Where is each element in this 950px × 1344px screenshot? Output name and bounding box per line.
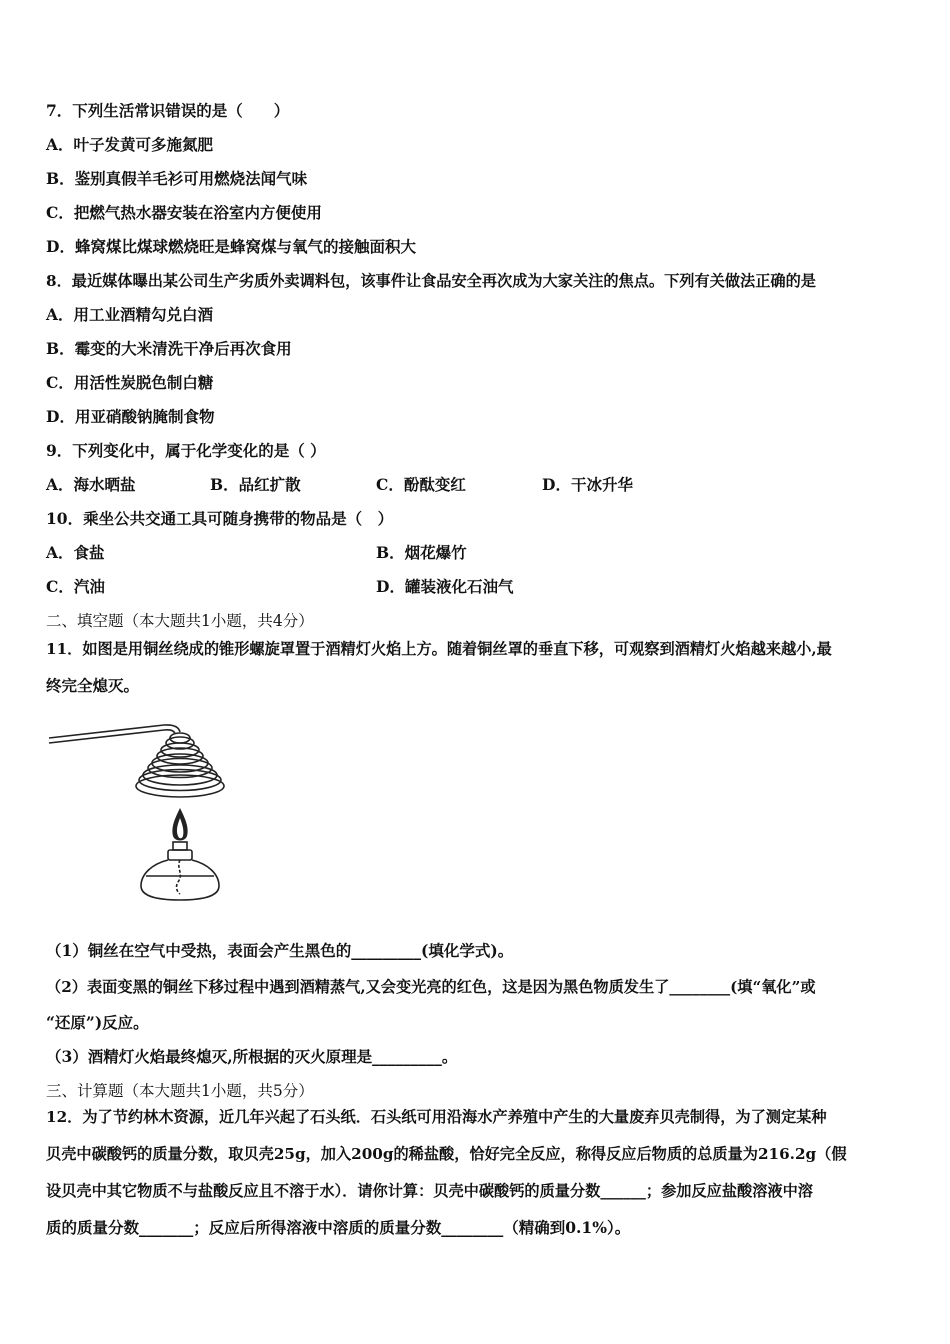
q10-stem: 10．乘坐公共交通工具可随身携带的物品是（ ） bbox=[46, 509, 394, 528]
q11-stem-line2: 终完全熄灭。 bbox=[46, 676, 140, 695]
q7-option-d: D．蜂窝煤比煤球燃烧旺是蜂窝煤与氧气的接触面积大 bbox=[46, 237, 416, 256]
q11-sub1: （1）铜丝在空气中受热，表面会产生黑色的_________(填化学式)。 bbox=[46, 941, 514, 960]
q7-option-b: B．鉴别真假羊毛衫可用燃烧法闻气味 bbox=[46, 169, 308, 188]
q7-option-a: A．叶子发黄可多施氮肥 bbox=[46, 135, 214, 154]
q9-option-b: B．品红扩散 bbox=[210, 475, 301, 494]
q12-line4: 质的质量分数_______；反应后所得溶液中溶质的质量分数________（精确到0.1%）。 bbox=[46, 1218, 631, 1237]
q11-sub2-line2: “还原”)反应。 bbox=[46, 1013, 149, 1032]
q9-option-c: C．酚酞变红 bbox=[376, 475, 466, 494]
q12-line3: 设贝壳中其它物质不与盐酸反应且不溶于水）．请你计算：贝壳中碳酸钙的质量分数______；参加反应盐酸溶液中溶 bbox=[46, 1182, 813, 1200]
q11-sub3: （3）酒精灯火焰最终熄灭,所根据的灭火原理是_________。 bbox=[46, 1047, 458, 1066]
q10-option-c: C．汽油 bbox=[46, 577, 105, 596]
q11-stem-line1: 11．如图是用铜丝绕成的锥形螺旋罩置于酒精灯火焰上方。随着铜丝罩的垂直下移，可观察到酒精灯火焰越来越小,最 bbox=[46, 640, 832, 658]
q10-option-a: A．食盐 bbox=[46, 543, 105, 562]
copper-coil-over-alcohol-lamp-icon bbox=[44, 712, 244, 907]
q7-stem: 7．下列生活常识错误的是（ ） bbox=[46, 101, 290, 120]
q8-option-a: A．用工业酒精勾兑白酒 bbox=[46, 305, 214, 324]
q11-sub2-line1: （2）表面变黑的铜丝下移过程中遇到酒精蒸气,又会变光亮的红色，这是因为黑色物质发生了________(填“氧化”或 bbox=[46, 978, 816, 996]
q8-option-b: B．霉变的大米清洗干净后再次食用 bbox=[46, 339, 292, 358]
q9-option-a: A．海水晒盐 bbox=[46, 475, 136, 494]
section-heading-calculation: 三、计算题（本大题共1小题，共5分） bbox=[46, 1082, 314, 1100]
q12-line2: 贝壳中碳酸钙的质量分数，取贝壳25g，加入200g的稀盐酸，恰好完全反应，称得反应后物质的总质量为216.2g（假 bbox=[46, 1145, 847, 1163]
q9-option-d: D．干冰升华 bbox=[542, 475, 633, 494]
q8-stem: 8．最近媒体曝出某公司生产劣质外卖调料包，该事件让食品安全再次成为大家关注的焦点。下列有关做法正确的是 bbox=[46, 272, 816, 290]
q9-stem: 9．下列变化中，属于化学变化的是（ ） bbox=[46, 441, 326, 460]
q7-option-c: C．把燃气热水器安装在浴室内方便使用 bbox=[46, 203, 322, 222]
q8-option-d: D．用亚硝酸钠腌制食物 bbox=[46, 407, 215, 426]
q10-option-b: B．烟花爆竹 bbox=[376, 543, 467, 562]
q12-line1: 12．为了节约林木资源，近几年兴起了石头纸．石头纸可用沿海水产养殖中产生的大量废弃贝壳制得，为了测定某种 bbox=[46, 1108, 827, 1126]
section-heading-fill-in: 二、填空题（本大题共1小题，共4分） bbox=[46, 612, 314, 630]
q8-option-c: C．用活性炭脱色制白糖 bbox=[46, 373, 214, 392]
q10-option-d: D．罐装液化石油气 bbox=[376, 577, 514, 596]
